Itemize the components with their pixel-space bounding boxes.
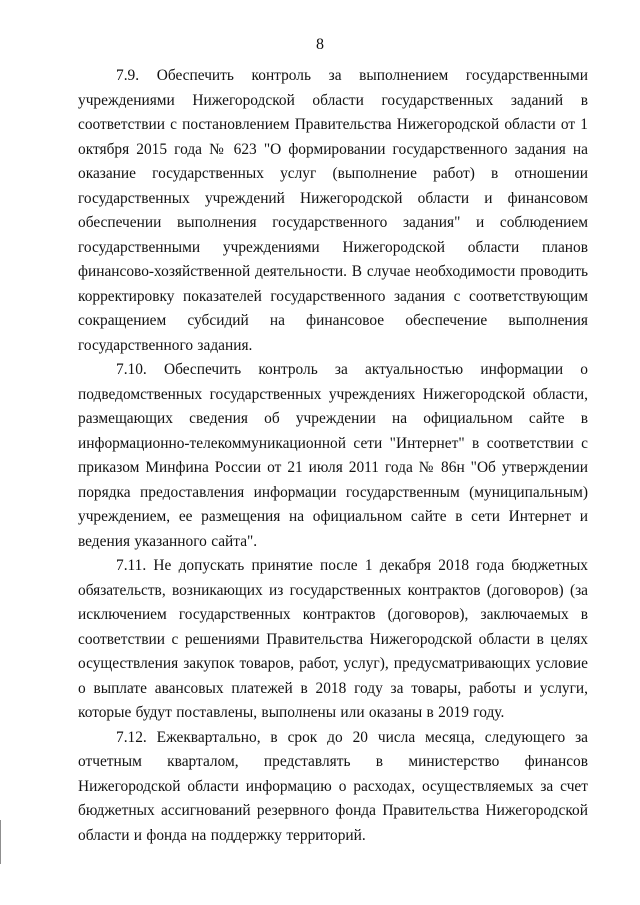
paragraph-7-11: 7.11. Не допускать принятие после 1 декабря 2018 года бюджетных обязательств, возникающих из государственных контрактов (договоров) (за исключением государственных контрактов (договоров), заключаемых в соответствии с решениями Правительства Нижегородской области в целях осуществления закупок товаров, работ, услуг), предусматривающих условие о выплате авансовых платежей в 2018 году за товары, работы и услуги, которые будут поставлены, выполнены или оказаны в 2019 году. <box>78 557 588 721</box>
page-number: 8 <box>316 36 324 53</box>
paragraph-7-12: 7.12. Ежеквартально, в срок до 20 числа месяца, следующего за отчетным кварталом, представлять в министерство финансов Нижегородской области информацию о расходах, осуществляемых за счет бюджетных ассигнований резервного фонда Правительства Нижегородской области и фонда на поддержку территорий. <box>78 728 588 844</box>
paragraph-7-10: 7.10. Обеспечить контроль за актуальностью информации о подведомственных государственных учреждениях Нижегородской области, размещающих сведения об учреждении на официальном сайте в информационно-телекоммуникационной сети "Интернет" в соответствии с приказом Минфина России от 21 июля 2011 года № 86н "Об утверждении порядка предоставления информации государственным (муниципальным) учреждением, ее размещения на официальном сайте в сети Интернет и ведения указанного сайта". <box>78 361 588 550</box>
document-body <box>78 64 588 848</box>
paragraph-7-9: 7.9. Обеспечить контроль за выполнением государственными учреждениями Нижегородской области государственных заданий в соответствии с постановлением Правительства Нижегородской области от 1 октября 2015 года № 623 "О формировании государственного задания на оказание государственных услуг (выполнение работ) в отношении государственных учреждений Нижегородской области и финансовом обеспечении выполнения государственного задания" и соблюдением государственными учреждениями Нижегородской области планов финансово-хозяйственной деятельности. В случае необходимости проводить корректировку показателей государственного задания с соответствующим сокращением субсидий на финансовое обеспечение выполнения государственного задания. <box>78 67 588 354</box>
scan-margin-line <box>0 820 1 864</box>
